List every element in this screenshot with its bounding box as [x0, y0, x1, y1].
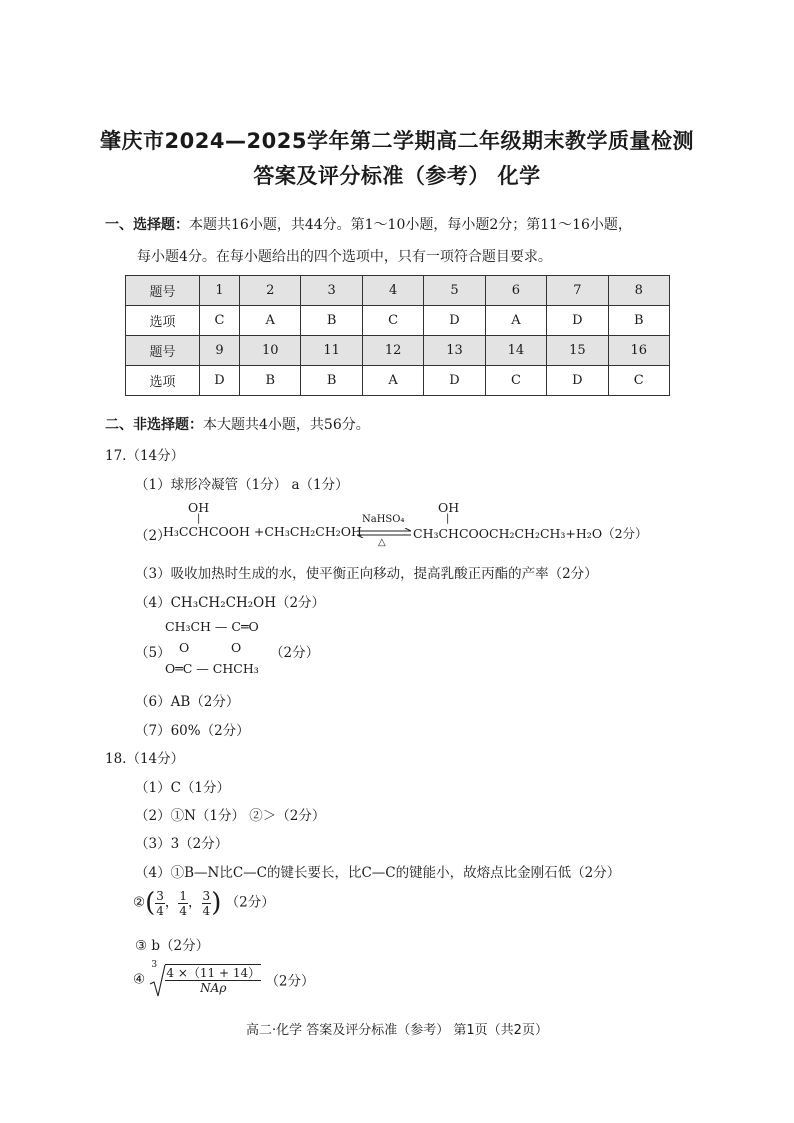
q17-reactants: H₃CCHCOOH +CH₃CH₂CH₂OH	[163, 524, 362, 539]
q17-oh-1: OH	[188, 500, 210, 515]
table-cell: 15	[547, 336, 608, 366]
q17-ring-top: CH₃CH — C═O	[165, 619, 259, 634]
table-cell: 11	[301, 336, 362, 366]
table-cell: C	[608, 366, 669, 396]
q17-answer-5-score: （2分）	[270, 645, 320, 661]
table-row	[126, 366, 670, 396]
table-row-label: 选项	[126, 366, 200, 396]
page-footer: 高二·化学 答案及评分标准（参考） 第1页（共2页）	[246, 1023, 548, 1038]
table-cell: D	[200, 366, 240, 396]
table-cell: 13	[424, 336, 485, 366]
q18-answer-4-4-score: （2分）	[265, 973, 315, 990]
q18-answer-4-2-mark: ②	[133, 894, 146, 911]
table-cell: D	[547, 306, 608, 336]
q17-answer-1: （1）球形冷凝管（1分） a（1分）	[135, 477, 349, 493]
frac-1-den: 4	[156, 903, 164, 918]
root-den: NAρ	[200, 981, 227, 995]
root-num: 4 ×（11 + 14）	[166, 966, 261, 980]
table-cell: A	[362, 366, 423, 396]
table-cell: B	[608, 306, 669, 336]
table-cell: 1	[200, 276, 240, 306]
frac-3-num: 3	[202, 888, 211, 903]
q18-answer-4: （4）①B—N比C—C的键长要长，比C—C的键能小，故熔点比金刚石低（2分）	[135, 865, 621, 881]
q17-answer-6: （6）AB（2分）	[135, 694, 240, 710]
table-row-label: 题号	[126, 276, 200, 306]
frac-2-den: 4	[179, 903, 188, 918]
table-cell: 16	[608, 336, 669, 366]
answer-table	[125, 275, 670, 396]
table-cell: D	[547, 366, 608, 396]
root-frac	[165, 964, 261, 995]
coord-frac-3	[202, 889, 212, 918]
table-cell: B	[301, 306, 362, 336]
q18-answer-4-3: ③ b（2分）	[135, 938, 210, 954]
q18-answer-2: （2）①N（1分） ②＞（2分）	[135, 808, 326, 824]
q17-ring-o1: O	[179, 640, 190, 655]
q17-oh-2: OH	[438, 500, 460, 515]
table-cell: C	[362, 306, 423, 336]
section1-line1	[105, 210, 705, 240]
q17-answer-7: （7）60%（2分）	[135, 723, 250, 739]
section1-text1: 本题共16小题，共44分。第1～10小题，每小题2分；第11～16小题，	[189, 217, 632, 233]
table-cell: C	[485, 366, 546, 396]
table-cell: A	[240, 306, 301, 336]
table-cell: 5	[424, 276, 485, 306]
q17-head: 17.（14分）	[105, 448, 185, 464]
q17-answer-5-num: （5）	[135, 645, 171, 661]
coord-frac-1	[155, 889, 165, 918]
q17-answer-3: （3）吸收加热时生成的水，使平衡正向移动，提高乳酸正丙酯的产率（2分）	[135, 566, 598, 582]
table-cell: 4	[362, 276, 423, 306]
section2-line	[105, 410, 705, 440]
table-cell: 8	[608, 276, 669, 306]
q18-answer-4-2: ②( $\frac{3}{4}$ ， $\frac{1}{4}$ ， $\frac{3}{4}$ ) （2分）	[133, 888, 275, 918]
section1-text2: 每小题4分。在每小题给出的四个选项中，只有一项符合题目要求。	[137, 249, 552, 265]
radical-sign-icon	[149, 964, 167, 998]
q18-head: 18.（14分）	[105, 751, 185, 767]
table-row	[126, 276, 670, 306]
table-row-label: 选项	[126, 306, 200, 336]
table-cell: 12	[362, 336, 423, 366]
table-row-label: 题号	[126, 336, 200, 366]
section2-heading: 二、非选择题：	[105, 417, 203, 433]
q17-ring-o2: O	[231, 640, 242, 655]
coord-frac-2	[178, 889, 188, 918]
cube-root	[149, 960, 261, 995]
root-index: 3	[151, 960, 158, 970]
table-cell: 10	[240, 336, 301, 366]
table-cell: B	[301, 366, 362, 396]
q17-catalyst: NaHSO₄	[362, 514, 405, 525]
table-cell: 6	[485, 276, 546, 306]
section2-text: 本大题共4小题，共56分。	[203, 417, 370, 433]
table-cell: 3	[301, 276, 362, 306]
q18-answer-1: （1）C（1分）	[135, 780, 231, 796]
table-cell: 7	[547, 276, 608, 306]
frac-1-num: 3	[156, 888, 164, 903]
frac-2-num: 1	[179, 888, 188, 903]
table-cell: D	[424, 306, 485, 336]
table-cell: C	[200, 306, 240, 336]
table-cell: A	[485, 306, 546, 336]
table-cell: 9	[200, 336, 240, 366]
q17-products: CH₃CHCOOCH₂CH₂CH₃+H₂O（2分）	[413, 526, 648, 541]
q17-answer-2-num: （2）	[135, 528, 171, 544]
left-paren: (	[145, 888, 156, 918]
table-cell: 14	[485, 336, 546, 366]
q17-bond-2: |	[446, 513, 450, 524]
q18-answer-4-4	[133, 960, 315, 995]
q18-answer-4-2-score: （2分）	[225, 894, 275, 911]
q17-answer-4: （4）CH₃CH₂CH₂OH（2分）	[135, 595, 326, 611]
table-row	[126, 336, 670, 366]
q18-answer-4-4-mark: ④	[133, 971, 146, 988]
q17-ring-bottom: O═C — CHCH₃	[165, 661, 259, 676]
right-paren: )	[211, 888, 222, 918]
table-cell: D	[424, 366, 485, 396]
table-cell: 2	[240, 276, 301, 306]
table-cell: B	[240, 366, 301, 396]
frac-3-den: 4	[202, 903, 211, 918]
table-row	[126, 306, 670, 336]
q17-heat: △	[378, 537, 386, 548]
q17-bond-1: |	[197, 513, 201, 524]
q18-answer-3: （3）3（2分）	[135, 836, 229, 852]
document-subtitle: 答案及评分标准（参考） 化学	[253, 164, 541, 188]
section1-heading: 一、选择题：	[105, 217, 189, 233]
document-title: 肇庆市2024—2025学年第二学期高二年级期末教学质量检测	[100, 129, 694, 153]
